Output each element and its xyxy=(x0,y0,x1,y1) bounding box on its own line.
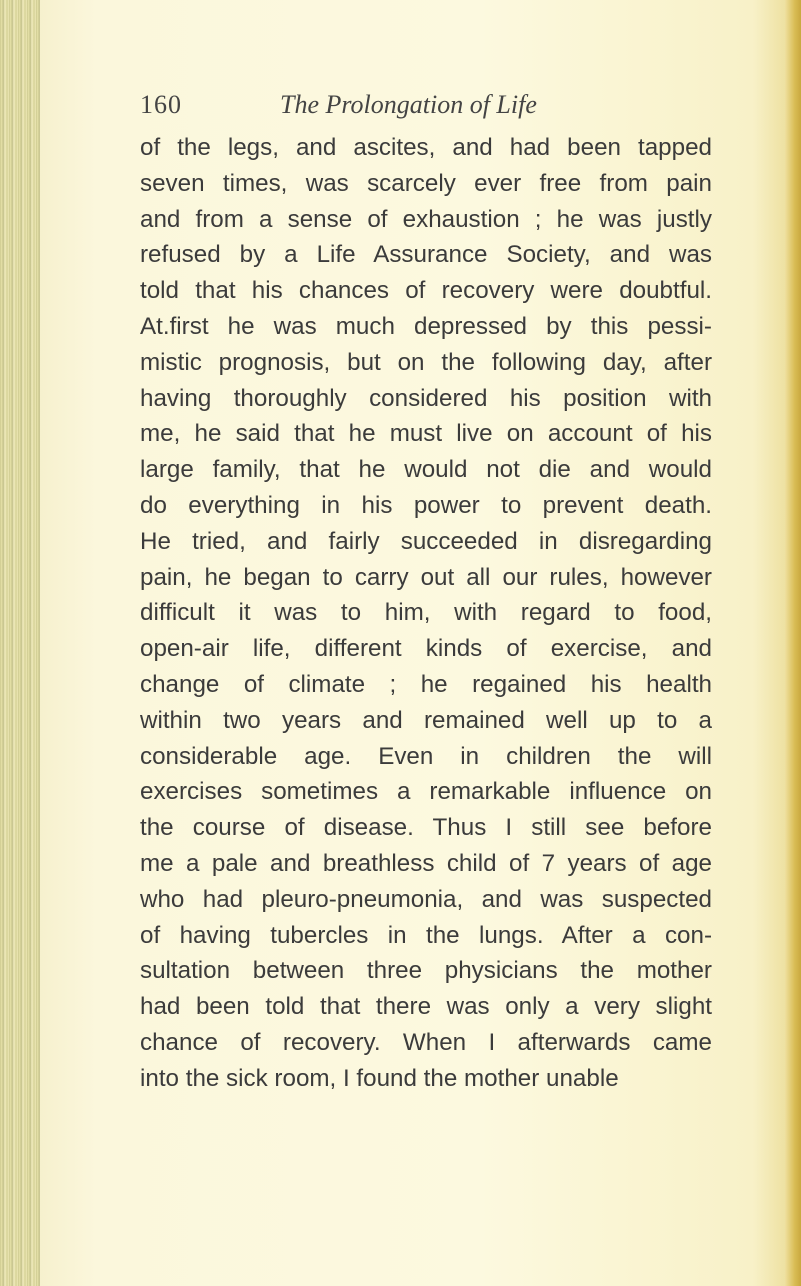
text-line: large family, that he would not die and would xyxy=(140,456,712,484)
text-line: exercises sometimes a remarkable influence on xyxy=(140,778,712,806)
book-page xyxy=(140,86,712,1092)
text-line: refused by a Life Assurance Society, and was xyxy=(140,241,712,269)
text-line: sultation between three physicians the mother xyxy=(140,957,712,985)
book-spine-gutter xyxy=(0,0,40,1286)
page-number: 160 xyxy=(140,90,182,119)
body-text xyxy=(140,130,712,1097)
text-line: At.first he was much depressed by this pessi- xyxy=(140,312,712,340)
text-line: pain, he began to carry out all our rules, however xyxy=(140,563,712,591)
text-line: and from a sense of exhaustion ; he was justly xyxy=(140,205,712,233)
text-line: within two years and remained well up to a xyxy=(140,706,712,734)
text-line: considerable age. Even in children the will xyxy=(140,742,712,770)
text-line: having thoroughly considered his position with xyxy=(140,384,712,412)
running-title: The Prolongation of Life xyxy=(280,90,537,119)
text-line: difficult it was to him, with regard to food, xyxy=(140,599,712,627)
text-line: open-air life, different kinds of exercise, and xyxy=(140,635,712,663)
text-line: had been told that there was only a very slight xyxy=(140,993,712,1021)
text-line: me a pale and breathless child of 7 years of age xyxy=(140,849,712,877)
text-line: of the legs, and ascites, and had been tapped xyxy=(140,134,712,161)
text-line: mistic prognosis, but on the following day, after xyxy=(140,348,712,376)
text-line: do everything in his power to prevent death. xyxy=(140,491,712,519)
text-line: seven times, was scarcely ever free from pain xyxy=(140,169,712,197)
text-line: the course of disease. Thus I still see before xyxy=(140,814,712,842)
text-line: told that his chances of recovery were doubtful. xyxy=(140,277,712,305)
text-line: chance of recovery. When I afterwards came xyxy=(140,1028,712,1056)
text-line: He tried, and fairly succeeded in disregarding xyxy=(140,527,712,555)
text-line: change of climate ; he regained his health xyxy=(140,670,712,698)
text-line: into the sick room, I found the mother unable xyxy=(140,1064,619,1092)
text-line: me, he said that he must live on account of his xyxy=(140,420,712,448)
text-line: of having tubercles in the lungs. After a con- xyxy=(140,921,712,949)
page-edge-gilt xyxy=(785,0,801,1286)
page-header xyxy=(140,86,712,126)
text-line: who had pleuro-pneumonia, and was suspected xyxy=(140,885,712,913)
